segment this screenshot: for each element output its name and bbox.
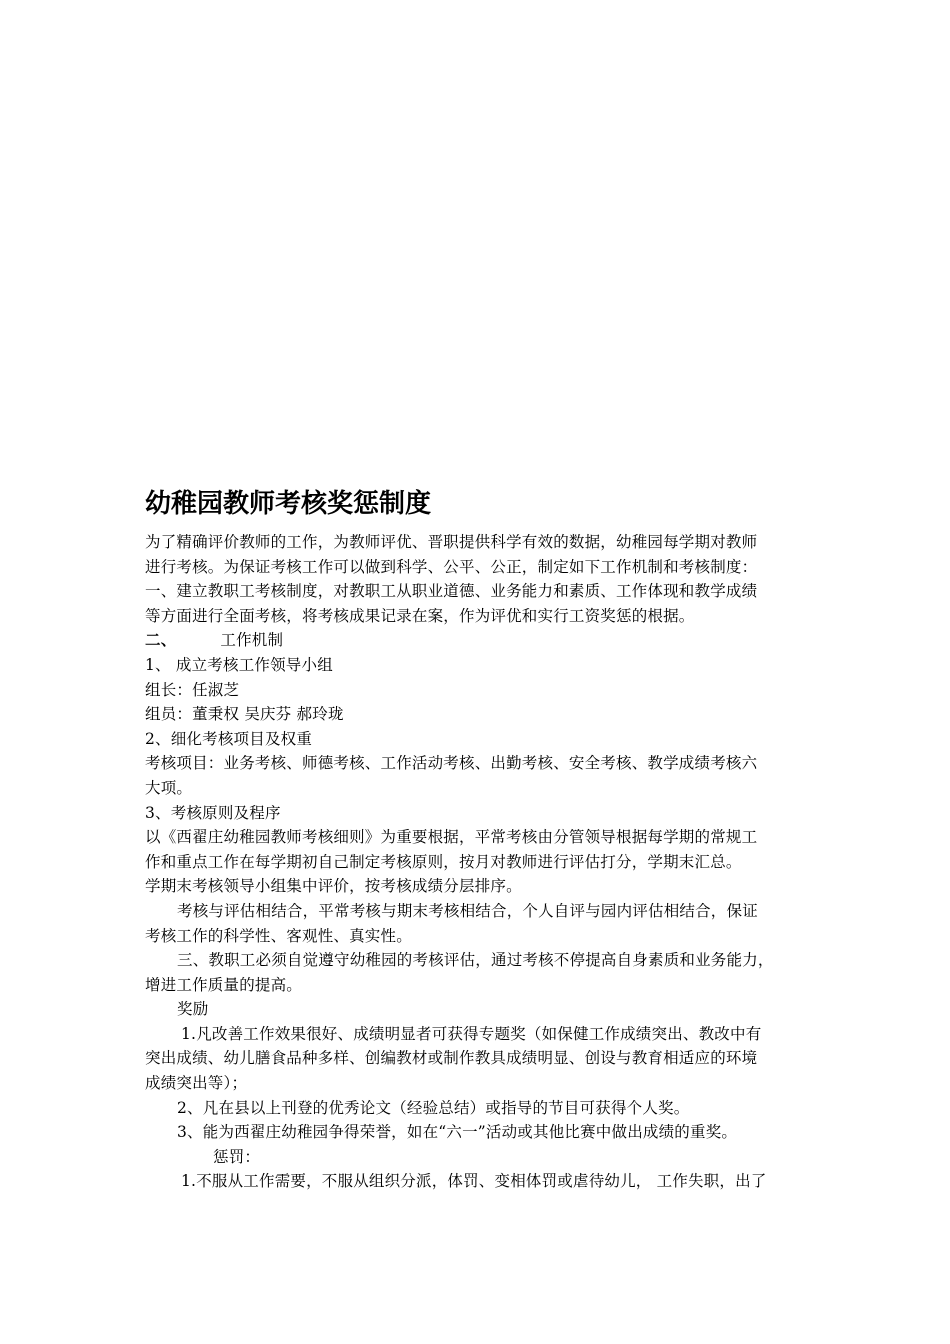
body-line: 2、细化考核项目及权重 <box>145 729 313 748</box>
document-body <box>145 484 805 1194</box>
section1-line: 一、建立教职工考核制度，对教职工从职业道德、业务能力和素质、工作体现和教学成绩 <box>145 582 758 601</box>
section2-heading <box>145 628 805 653</box>
section1-line: 等方面进行全面考核，将考核成果记录在案，作为评优和实行工资奖惩的根据。 <box>145 606 695 625</box>
document-title: 幼稚园教师考核奖惩制度 <box>145 489 432 519</box>
body-line: 3、考核原则及程序 <box>145 803 281 822</box>
body-line: 学期末考核领导小组集中评价，按考核成绩分层排序。 <box>145 877 522 896</box>
body-line: 组长：任淑芝 <box>145 680 240 699</box>
intro-line: 为了精确评价教师的工作，为教师评优、晋职提供科学有效的数据，幼稚园每学期对教师 <box>145 533 758 551</box>
body-line: 组员：董秉权 吴庆芬 郝玲珑 <box>145 705 344 724</box>
combine-paragraph-line: 考核工作的科学性、客观性、真实性。 <box>145 926 412 945</box>
reward-item-1: 1.凡改善工作效果很好、成绩明显者可获得专题奖（如保健工作成绩突出、教改中有 <box>181 1024 762 1043</box>
body-line: 1、 成立考核工作领导小组 <box>145 655 333 674</box>
body-line: 以《西翟庄幼稚园教师考核细则》为重要根据，平常考核由分管领导根据每学期的常规工 <box>145 828 758 847</box>
reward-item-3: 3、能为西翟庄幼稚园争得荣誉，如在“六一”活动或其他比赛中做出成绩的重奖。 <box>177 1123 738 1142</box>
section3-line: 三、教职工必须自觉遵守幼稚园的考核评估，通过考核不停提高自身素质和业务能力， <box>177 951 774 970</box>
body-line: 大项。 <box>145 778 193 797</box>
section2-label: 工作机制 <box>220 631 284 650</box>
section2-number: 二、 <box>145 630 177 650</box>
section3-line: 增进工作质量的提高。 <box>145 975 303 994</box>
body-line: 考核项目：业务考核、师德考核、工作活动考核、出勤考核、安全考核、教学成绩考核六 <box>145 754 758 773</box>
reward-item-1: 突出成绩、幼儿膳食品种多样、创编教材或制作教具成绩明显、创设与教育相适应的环境 <box>145 1049 758 1068</box>
punish-heading: 惩罚： <box>213 1147 261 1166</box>
body-line: 作和重点工作在每学期初自己制定考核原则，按月对教师进行评估打分，学期末汇总。 <box>145 852 742 871</box>
punish-item-1: 1.不服从工作需要，不服从组织分派，体罚、变相体罚或虐待幼儿， 工作失职，出了 <box>181 1172 767 1191</box>
intro-line: 进行考核。为保证考核工作可以做到科学、公平、公正，制定如下工作机制和考核制度： <box>145 557 758 576</box>
reward-heading: 奖励 <box>177 1000 209 1019</box>
reward-item-1: 成绩突出等）； <box>145 1074 248 1093</box>
combine-paragraph-line: 考核与评估相结合，平常考核与期末考核相结合，个人自评与园内评估相结合，保证 <box>177 901 758 920</box>
reward-item-2: 2、凡在县以上刊登的优秀论文（经验总结）或指导的节目可获得个人奖。 <box>177 1098 690 1117</box>
